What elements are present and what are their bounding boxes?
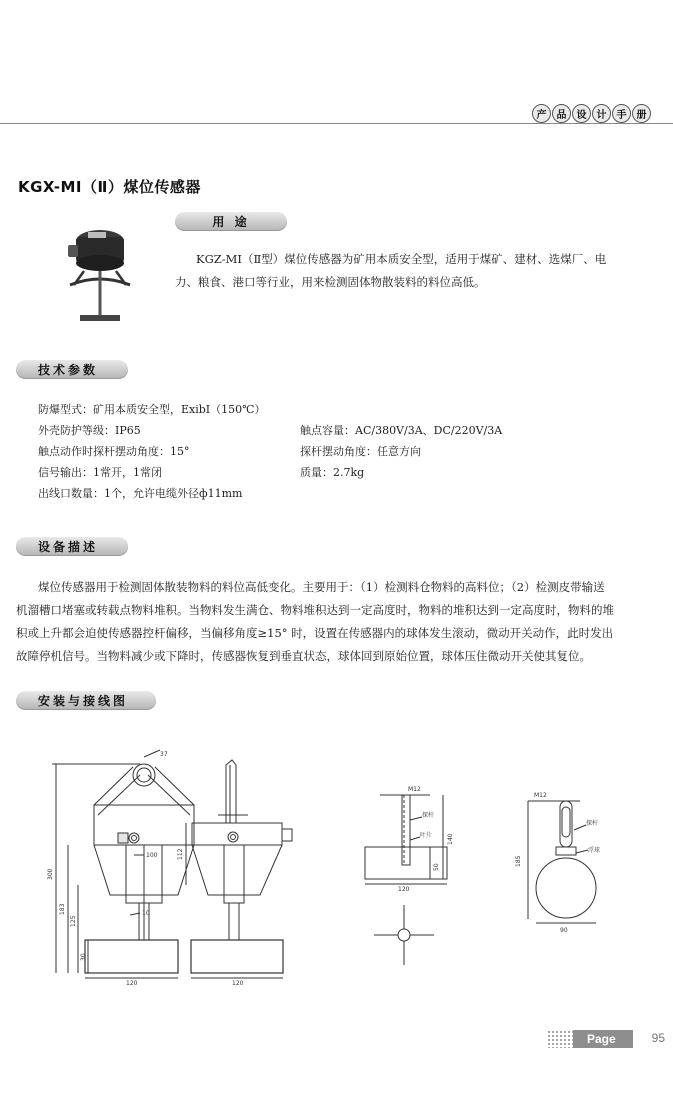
label-probe-rod: 探杆: [422, 812, 435, 819]
page-number: 95: [651, 1031, 665, 1045]
description-line: 故障停机信号。当物料减少或下降时，传感器恢复到垂直状态，球体回到原始位置，球体压住微动开关使其复位。: [16, 649, 591, 663]
dim-100: 100: [146, 852, 158, 859]
spec-right: 探杆摆动角度：任意方向: [300, 445, 421, 458]
dim-120-front: 120: [126, 980, 138, 987]
dim-112: 112: [177, 848, 184, 860]
dim-183: 183: [59, 903, 66, 915]
label-m12-float: M12: [534, 792, 547, 799]
spec-left: 外壳防护等级：IP65: [38, 424, 141, 437]
description-line: 积或上升都会迫使传感器控杆偏移，当偏移角度≥15° 时，设置在传感器内的球体发生滚动，微动开关动作，此时发出: [16, 626, 614, 640]
dim-120-paddle: 120: [398, 886, 410, 893]
badge-char: 手: [612, 104, 631, 123]
dim-185: 185: [515, 855, 522, 867]
spec-right: 触点容量：AC/380V/3A、DC/220V/3A: [300, 424, 503, 437]
usage-text-line1: KGZ-MI（Ⅱ型）煤位传感器为矿用本质安全型，适用于煤矿、建材、选煤厂、电: [196, 252, 607, 266]
label-probe-rod-float: 探杆: [586, 820, 599, 827]
installation-drawing: [0, 735, 673, 995]
header-rule: [0, 123, 673, 124]
dim-50: 50: [433, 863, 440, 871]
dim-120-side: 120: [232, 980, 244, 987]
product-title: KGX-MI（Ⅱ）煤位传感器: [18, 178, 201, 196]
label-float-ball: 浮球: [588, 847, 601, 854]
dim-37: 37: [160, 751, 168, 758]
dim-140: 140: [447, 833, 454, 845]
footer-dot-pattern: [547, 1030, 573, 1048]
dim-300: 300: [47, 868, 54, 880]
usage-text-line2: 力、粮食、港口等行业，用来检测固体物散装料的料位高低。: [175, 275, 486, 289]
badge-char: 计: [592, 104, 611, 123]
description-line: 煤位传感器用于检测固体散装物料的料位高低变化。主要用于：（1）检测料仓物料的高料位；（2）检测皮带输送: [38, 580, 605, 594]
footer-page-label: Page: [573, 1030, 633, 1048]
spec-left: 防爆型式：矿用本质安全型，ExibI（150℃）: [38, 403, 266, 416]
manual-badges: [532, 104, 651, 123]
dim-125: 125: [70, 915, 77, 927]
drawing-front-view: [52, 750, 194, 978]
label-blade: 叶片: [420, 832, 433, 839]
drawing-side-view: [186, 760, 292, 978]
section-heading-usage: 用 途: [175, 212, 287, 231]
drawing-paddle-probe: [365, 795, 447, 965]
spec-left: 触点动作时探杆摆动角度：15°: [38, 445, 190, 458]
spec-left: 出线口数量：1个，允许电缆外径ф11mm: [38, 487, 243, 500]
dim-10: 10: [142, 910, 150, 917]
badge-char: 册: [632, 104, 651, 123]
spec-right: 质量：2.7kg: [300, 466, 365, 479]
badge-char: 设: [572, 104, 591, 123]
label-m12-paddle: M12: [408, 786, 421, 793]
section-heading-install: 安装与接线图: [16, 691, 156, 710]
dim-90: 90: [560, 927, 568, 934]
description-line: 机溜槽口堵塞或转载点物料堆积。当物料发生满仓、物料堆积达到一定高度时，物料的堆积达到一定高度时，物料的堆: [16, 603, 614, 617]
badge-char: 产: [532, 104, 551, 123]
section-heading-tech: 技术参数: [16, 360, 128, 379]
spec-left: 信号输出：1常开，1常闭: [38, 466, 162, 479]
dim-30: 30: [80, 953, 87, 961]
badge-char: 品: [552, 104, 571, 123]
product-photo: [62, 215, 142, 330]
section-heading-description: 设备描述: [16, 537, 128, 556]
